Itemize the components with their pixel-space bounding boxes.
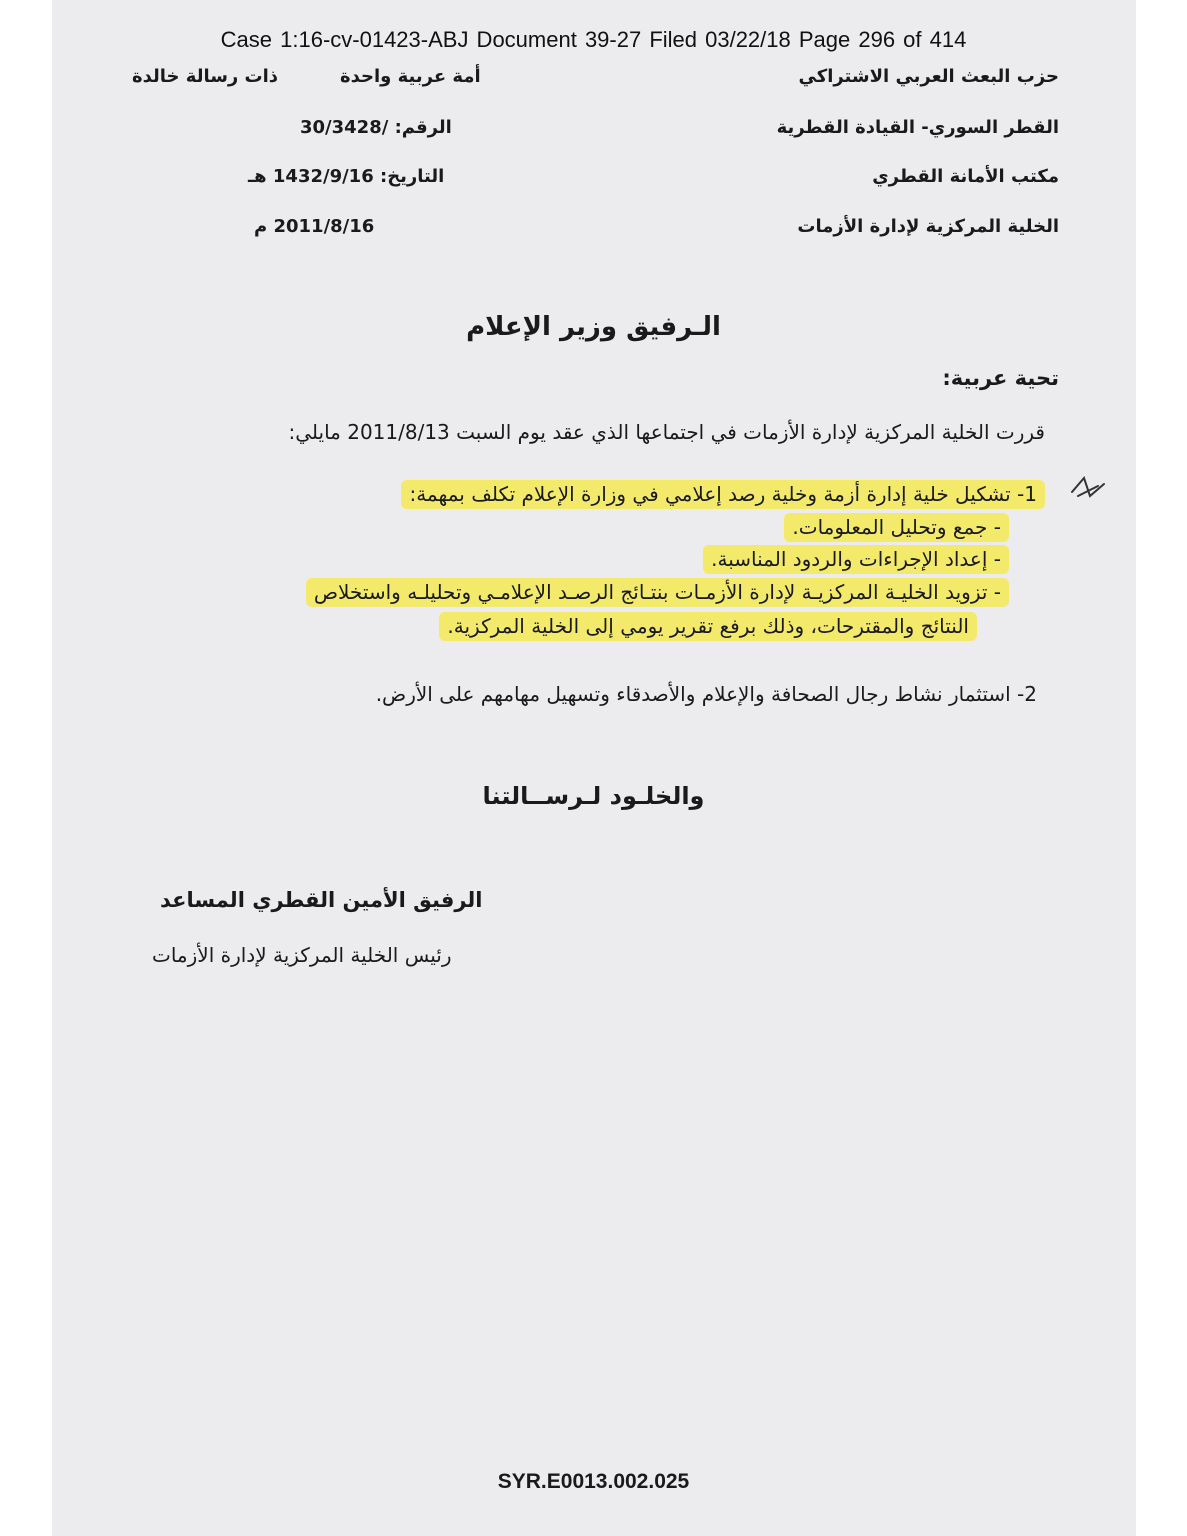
bates-number: SYR.E0013.002.025 — [497, 1470, 690, 1493]
signature-title: الرفيق الأمين القطري المساعد — [160, 888, 483, 912]
sub-item-supply-text: - تزويد الخليـة المركزيـة لإدارة الأزمـات بنتـائج الرصـد الإعلامـي وتحليلـه واستخلاص — [306, 578, 1009, 607]
crisis-cell: الخلية المركزية لإدارة الأزمات — [797, 216, 1059, 237]
addressee: الـرفيق وزير الإعلام — [466, 312, 721, 342]
reference-number: الرقم: /30/3428 — [300, 117, 452, 138]
slogan-one-nation: أمة عربية واحدة — [340, 66, 481, 87]
sub-item-supply — [306, 580, 1009, 604]
check-mark-icon — [1068, 474, 1108, 502]
sub-item-collect-text: - جمع وتحليل المعلومات. — [784, 513, 1009, 542]
slogan-eternal-message: ذات رسالة خالدة — [132, 66, 279, 87]
sub-item-collect — [784, 515, 1009, 539]
party-name: حزب البعث العربي الاشتراكي — [798, 66, 1059, 87]
sub-item-supply-continued-text: النتائج والمقترحات، وذلك برفع تقرير يومي إلى الخلية المركزية. — [439, 612, 977, 641]
sub-item-supply-continued — [439, 614, 977, 638]
hijri-date: التاريخ: 1432/9/16 هـ — [248, 166, 445, 187]
region-command: القطر السوري- القيادة القطرية — [776, 117, 1059, 138]
gregorian-date: 2011/8/16 م — [254, 216, 375, 237]
sub-item-prepare — [703, 547, 1009, 571]
greeting: تحية عربية: — [942, 366, 1059, 390]
item-two: 2- استثمار نشاط رجال الصحافة والإعلام والأصدقاء وتسهيل مهامهم على الأرض. — [375, 682, 1037, 706]
signature-subtitle: رئيس الخلية المركزية لإدارة الأزمات — [152, 943, 452, 967]
item-one-text: 1- تشكيل خلية إدارة أزمة وخلية رصد إعلامي في وزارة الإعلام تكلف بمهمة: — [401, 480, 1045, 509]
item-one — [401, 482, 1045, 506]
sub-item-prepare-text: - إعداد الإجراءات والردود المناسبة. — [703, 545, 1009, 574]
secretariat-office: مكتب الأمانة القطري — [872, 166, 1059, 187]
intro-paragraph: قررت الخلية المركزية لإدارة الأزمات في اجتماعها الذي عقد يوم السبت 2011/8/13 مايلي: — [288, 420, 1045, 444]
closing-slogan: والخلـود لـرســالتنا — [482, 782, 705, 810]
court-header: Case 1:16-cv-01423-ABJ Document 39-27 Filed 03/22/18 Page 296 of 414 — [220, 27, 967, 52]
